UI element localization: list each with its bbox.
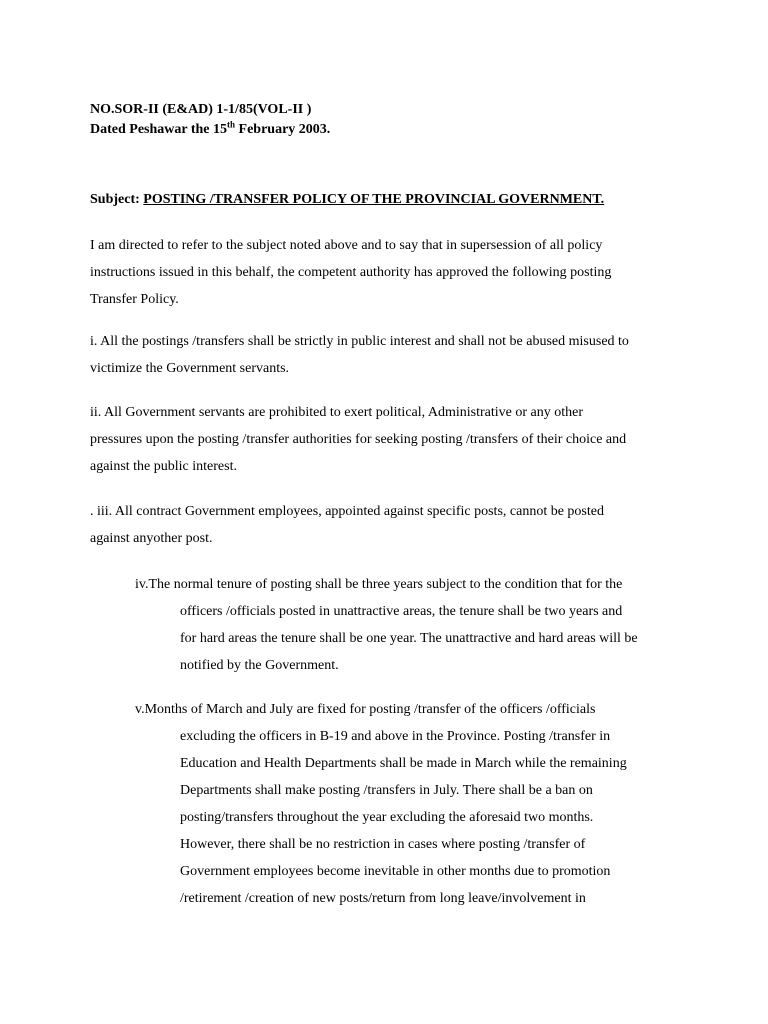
reference-number: NO.SOR-II (E&AD) 1-1/85(VOL-II ) (90, 102, 312, 117)
clause-ii-line: ii. All Government servants are prohibited to exert political, Administrative or any other (90, 405, 583, 420)
dated-superscript: th (227, 119, 236, 130)
dated-line (90, 120, 330, 140)
clause-v-line: posting/transfers throughout the year excluding the aforesaid two months. (180, 810, 594, 825)
clause-ii (90, 399, 690, 480)
clause-i-line: i. All the postings /transfers shall be strictly in public interest and shall not be abused misused to (90, 334, 629, 349)
clause-v-line: However, there shall be no restriction in cases where posting /transfer of (180, 837, 586, 852)
clause-iv-line: officers /officials posted in unattractive areas, the tenure shall be two years and (180, 604, 623, 619)
clause-ii-line: against the public interest. (90, 459, 237, 474)
clause-iii-line: against anyother post. (90, 531, 213, 546)
clause-iv-line: notified by the Government. (180, 658, 339, 673)
clause-ii-line: pressures upon the posting /transfer authorities for seeking posting /transfers of their choice and (90, 432, 627, 447)
intro-line: instructions issued in this behalf, the competent authority has approved the following posting (90, 265, 612, 280)
subject-text: POSTING /TRANSFER POLICY OF THE PROVINCIAL GOVERNMENT. (143, 192, 605, 207)
reference-block (90, 100, 330, 140)
clause-iii (90, 498, 690, 552)
clause-i (90, 328, 690, 382)
dated-prefix: Dated Peshawar the 15 (90, 122, 228, 137)
clause-iv-line: for hard areas the tenure shall be one year. The unattractive and hard areas will be (180, 631, 638, 646)
clause-v-line: v.Months of March and July are fixed for posting /transfer of the officers /officials (135, 702, 596, 717)
intro-line: Transfer Policy. (90, 292, 179, 307)
clause-i-line: victimize the Government servants. (90, 361, 290, 376)
clause-v-line: Government employees become inevitable in other months due to promotion (180, 864, 611, 879)
intro-line: I am directed to refer to the subject noted above and to say that in supersession of all policy (90, 238, 603, 253)
intro-paragraph (90, 232, 690, 313)
clause-v-line: Education and Health Departments shall be made in March while the remaining (180, 756, 627, 771)
clause-v-line: /retirement /creation of new posts/return from long leave/involvement in (180, 891, 586, 906)
subject-label: Subject: (90, 192, 144, 207)
clause-v-line: excluding the officers in B-19 and above in the Province. Posting /transfer in (180, 729, 611, 744)
subject-line (90, 190, 604, 210)
clause-v (90, 696, 710, 912)
clause-iv-line: iv.The normal tenure of posting shall be three years subject to the condition that for the (135, 577, 623, 592)
dated-suffix: February 2003. (235, 122, 331, 137)
clause-iii-line: . iii. All contract Government employees, appointed against specific posts, cannot be posted (90, 504, 604, 519)
clause-v-line: Departments shall make posting /transfers in July. There shall be a ban on (180, 783, 593, 798)
clause-iv (90, 571, 710, 679)
